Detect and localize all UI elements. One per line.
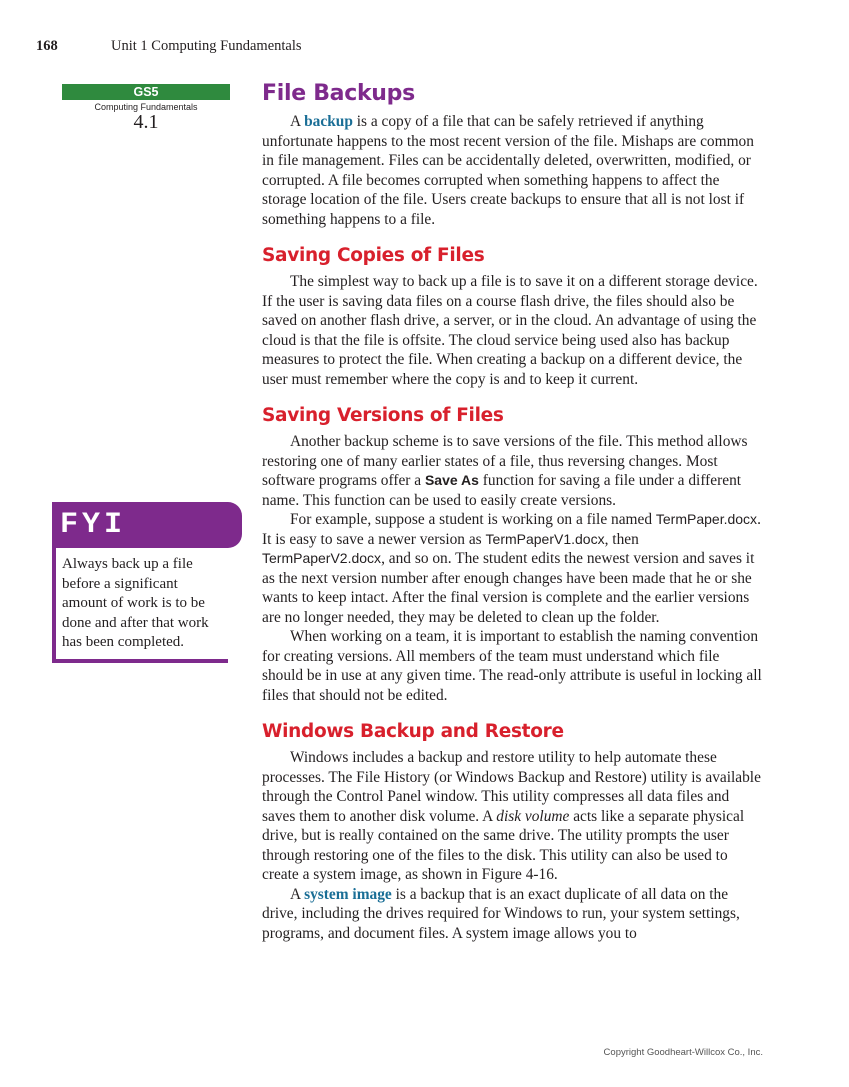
- copyright-footer: Copyright Goodheart-Willcox Co., Inc.: [603, 1047, 763, 1058]
- section-heading-windows-backup: Windows Backup and Restore: [262, 721, 564, 742]
- filename: TermPaperV1.docx: [485, 530, 605, 547]
- paragraph: [262, 510, 764, 627]
- text-run: , and so on. The student edits the newest version and saves it as the next version number after enough changes have been made that he or she wants to keep intact. After the final version is complete and the earlier versions are no longer needed, they may be deleted to clean up the folder.: [262, 550, 755, 626]
- ui-term-save-as: Save As: [424, 472, 479, 488]
- fyi-label: FYI: [52, 502, 242, 548]
- text-run: is a backup that is an exact duplicate of all data on the drive, including the drives required for Windows to run, your system settings, programs, and document files. A system image allows you to: [262, 885, 740, 942]
- paragraph: [262, 112, 764, 229]
- paragraph: When working on a team, it is important to establish the naming convention for creating versions. All members of the team must understand which file should be in use at any given time. The read-only attribute is useful in locking all files that should not be edited.: [262, 628, 762, 704]
- section-heading-saving-versions: Saving Versions of Files: [262, 405, 504, 426]
- section-heading-saving-copies: Saving Copies of Files: [262, 245, 485, 266]
- fyi-sidebar: [52, 502, 242, 663]
- page-number: 168: [36, 38, 58, 54]
- text-run: For example, suppose a student is working on a file named: [290, 511, 656, 528]
- main-content: [262, 80, 764, 943]
- text-run: A: [290, 113, 305, 130]
- section-heading-file-backups: File Backups: [262, 81, 415, 106]
- text-run: A: [290, 885, 305, 903]
- key-term-backup: backup: [304, 113, 353, 130]
- text-run: Another backup scheme is to save versions of the file. This method allows restoring one of many earlier states of a file, thus reversing changes. Most software programs offer a: [262, 433, 748, 489]
- text-run: is a copy of a file that can be safely retrieved if anything unfortunate happens to the most recent version of the file. Mishaps are common in file management. Files can be accidentally deleted, overwritten, modified, or corrupted. A file becomes corrupted when something happens to affect the storage location of the file. Users create backups to ensure that all is not lost if something happens to a file.: [262, 113, 754, 228]
- badge-subtitle: Computing Fundamentals: [94, 102, 198, 112]
- italic-term-disk-volume: disk volume: [496, 807, 570, 825]
- paragraph: [262, 885, 764, 944]
- fyi-text: Always back up a file before a significant amount of work is to be done and after that work has been completed.: [52, 548, 228, 663]
- key-term-system-image: system image: [304, 885, 392, 903]
- paragraph: [262, 432, 764, 510]
- text-run: . It is easy to save a newer version as: [262, 511, 761, 548]
- filename: TermPaperV2.docx: [262, 550, 382, 566]
- paragraph: The simplest way to back up a file is to save it on a different storage device. If the user is saving data files on a course flash drive, the files should also be saved on another flash drive, a server, or in the cloud. An advantage of using the cloud is that the file is offsite. The cloud service being used also has backup measures to protect the file. When creating a backup on a different device, the user must remember where the copy is and to keep it current.: [262, 273, 758, 388]
- badge-number: 4.1: [133, 111, 159, 133]
- text-run: , then: [604, 530, 639, 548]
- text-run: Windows includes a backup and restore utility to help automate these processes. The File History (or Windows Backup and Restore) utility is available through the Control Panel window. This utility compresses all data files and saves them to another disk volume. A: [262, 749, 761, 825]
- standard-badge: [62, 84, 230, 132]
- text-run: acts like a separate physical drive, but is really contained on the same drive. The utility prompts the user through restoring one of the files to the disk. This utility can also be used to create a system image, as shown in Figure 4-16.: [262, 807, 745, 883]
- running-head-title: Unit 1 Computing Fundamentals: [111, 38, 302, 54]
- text-run: function for saving a file under a different name. This function can be used to easily create versions.: [262, 472, 742, 509]
- filename: TermPaper.docx: [655, 511, 758, 527]
- badge-code: GS5: [62, 84, 230, 100]
- running-head: [36, 38, 302, 55]
- paragraph: [262, 748, 764, 885]
